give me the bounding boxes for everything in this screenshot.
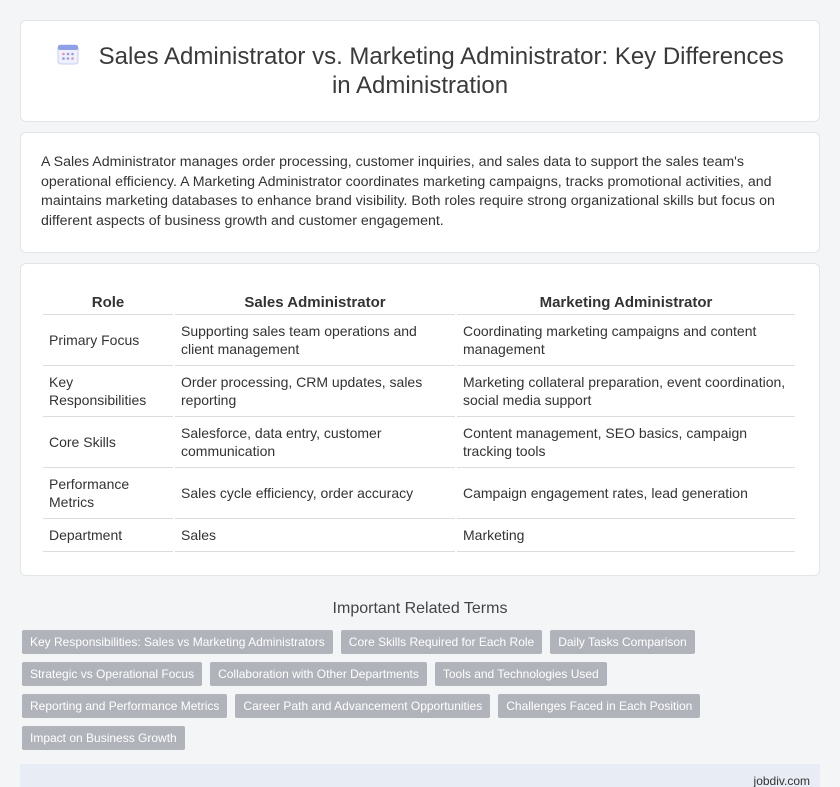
related-term-tag[interactable]: Tools and Technologies Used [435, 662, 607, 686]
page-title: Sales Administrator vs. Marketing Administrator: Key Differences in Administration [98, 43, 784, 99]
cell-sales: Sales [175, 519, 455, 552]
table-row [43, 417, 795, 468]
calendar-icon [56, 42, 80, 66]
title-wrap [51, 42, 789, 100]
cell-marketing: Marketing collateral preparation, event coordination, social media support [457, 366, 795, 417]
cell-marketing: Marketing [457, 519, 795, 552]
intro-text: A Sales Administrator manages order processing, customer inquiries, and sales data to support the sales team's operational efficiency. A Marketing Administrator coordinates marketing campaigns, tracks promotional activities, and maintains marketing databases to enhance brand visibility. Both roles require strong organizational skills but focus on different aspects of business growth and customer engagement. [41, 154, 775, 229]
related-term-tag[interactable]: Core Skills Required for Each Role [341, 630, 542, 654]
cell-role: Performance Metrics [43, 468, 173, 519]
table-row [43, 468, 795, 519]
cell-marketing: Content management, SEO basics, campaign tracking tools [457, 417, 795, 468]
related-term-tag[interactable]: Career Path and Advancement Opportunities [235, 694, 490, 718]
header-role: Role [43, 290, 173, 315]
related-terms-list [22, 630, 818, 750]
cell-sales: Order processing, CRM updates, sales reporting [175, 366, 455, 417]
cell-role: Primary Focus [43, 315, 173, 366]
related-term-tag[interactable]: Key Responsibilities: Sales vs Marketing Administrators [22, 630, 333, 654]
header-marketing-administrator: Marketing Administrator [457, 290, 795, 315]
comparison-table [41, 290, 797, 552]
related-term-tag[interactable]: Strategic vs Operational Focus [22, 662, 202, 686]
related-term-tag[interactable]: Impact on Business Growth [22, 726, 185, 750]
footer-site-link[interactable]: jobdiv.com [753, 774, 810, 787]
table-row [43, 366, 795, 417]
footer [20, 764, 820, 787]
header-sales-administrator: Sales Administrator [175, 290, 455, 315]
title-card [20, 20, 820, 122]
related-term-tag[interactable]: Challenges Faced in Each Position [498, 694, 700, 718]
cell-sales: Supporting sales team operations and client management [175, 315, 455, 366]
related-terms-heading: Important Related Terms [332, 600, 508, 617]
table-header-row [43, 290, 795, 315]
related-term-tag[interactable]: Collaboration with Other Departments [210, 662, 427, 686]
cell-sales: Sales cycle efficiency, order accuracy [175, 468, 455, 519]
intro-card [20, 132, 820, 253]
comparison-card [20, 263, 820, 576]
cell-role: Key Responsibilities [43, 366, 173, 417]
cell-marketing: Coordinating marketing campaigns and content management [457, 315, 795, 366]
cell-role: Core Skills [43, 417, 173, 468]
table-row [43, 519, 795, 552]
cell-role: Department [43, 519, 173, 552]
related-term-tag[interactable]: Reporting and Performance Metrics [22, 694, 227, 718]
cell-sales: Salesforce, data entry, customer communication [175, 417, 455, 468]
table-row [43, 315, 795, 366]
related-term-tag[interactable]: Daily Tasks Comparison [550, 630, 695, 654]
cell-marketing: Campaign engagement rates, lead generation [457, 468, 795, 519]
